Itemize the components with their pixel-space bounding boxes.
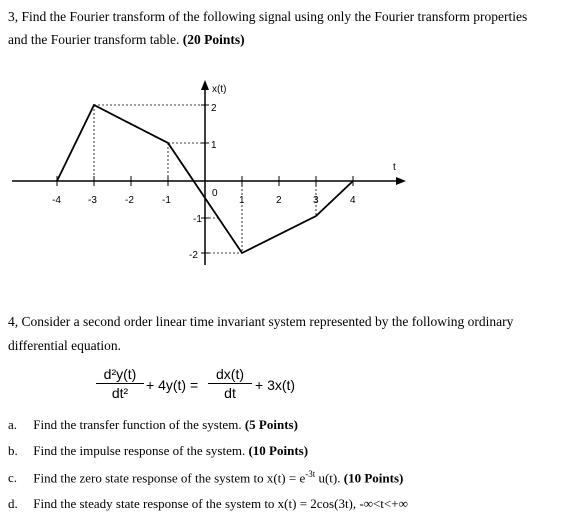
x-tick-label: -2 — [125, 195, 134, 206]
x-tick-label: -1 — [162, 195, 171, 206]
fraction-bar — [208, 383, 252, 384]
equation-middle: + 4y(t) = — [146, 377, 199, 393]
item-exponent: -3t — [305, 469, 316, 479]
problem3-points: (20 Points) — [182, 32, 245, 47]
y-axis-label: x(t) — [212, 84, 227, 95]
item-points: (5 Points) — [244, 417, 298, 432]
problem4-line2: differential equation. — [8, 338, 121, 353]
rhs-denominator: dt — [224, 385, 236, 401]
x-tick-label: 4 — [350, 195, 356, 206]
item-text: Find the transfer function of the system. — [33, 417, 242, 432]
y-tick-label: -2 — [189, 250, 198, 261]
item-label: d. — [8, 496, 18, 511]
problem3-line2-text: and the Fourier transform table. — [8, 32, 180, 47]
lhs-numerator: d²y(t) — [103, 366, 137, 382]
rhs-numerator: dx(t) — [216, 366, 244, 382]
y-axis-arrow — [201, 80, 209, 90]
x-tick-label: -4 — [52, 195, 61, 206]
item-text: Find the steady state response of the system to x(t) = 2cos(3t), -∞<t<+∞ — [33, 496, 408, 511]
item-text: Find the zero state response of the system to x(t) = e — [33, 470, 306, 486]
signal-graph — [0, 70, 573, 280]
x-tick-label: 2 — [276, 195, 282, 206]
x-tick-label: -3 — [88, 195, 97, 206]
x-tick-label: 3 — [313, 195, 319, 206]
list-item — [8, 417, 298, 433]
problem4-line1: 4, Consider a second order linear time invariant system represented by the following ordinary — [8, 314, 514, 329]
x-axis-label: t — [393, 162, 396, 173]
x-axis-arrow — [396, 177, 406, 185]
y-tick-label: 1 — [211, 140, 217, 151]
item-label: b. — [8, 443, 18, 458]
x-tick-label: 0 — [212, 188, 218, 199]
item-points: (10 Points) — [343, 470, 404, 486]
list-item — [8, 496, 408, 512]
rhs-fraction — [208, 366, 252, 401]
equation-tail: + 3x(t) — [255, 377, 296, 393]
item-points: (10 Points) — [248, 443, 309, 458]
fraction-bar — [96, 383, 144, 384]
list-item — [8, 469, 403, 486]
item-text: Find the impulse response of the system. — [33, 443, 246, 458]
y-tick-label: -1 — [193, 214, 202, 225]
lhs-fraction — [96, 366, 144, 401]
x-tick-label: 1 — [239, 195, 245, 206]
problem3-line1: 3, Find the Fourier transform of the following signal using only the Fourier transform properties — [8, 9, 528, 24]
item-label: c. — [8, 470, 18, 486]
y-tick-label: 2 — [211, 103, 217, 114]
lhs-denominator: dt² — [111, 385, 129, 401]
item-label: a. — [8, 417, 18, 432]
item-text-after: u(t). — [315, 470, 341, 486]
problem3-line2 — [8, 31, 245, 49]
list-item — [8, 443, 308, 459]
